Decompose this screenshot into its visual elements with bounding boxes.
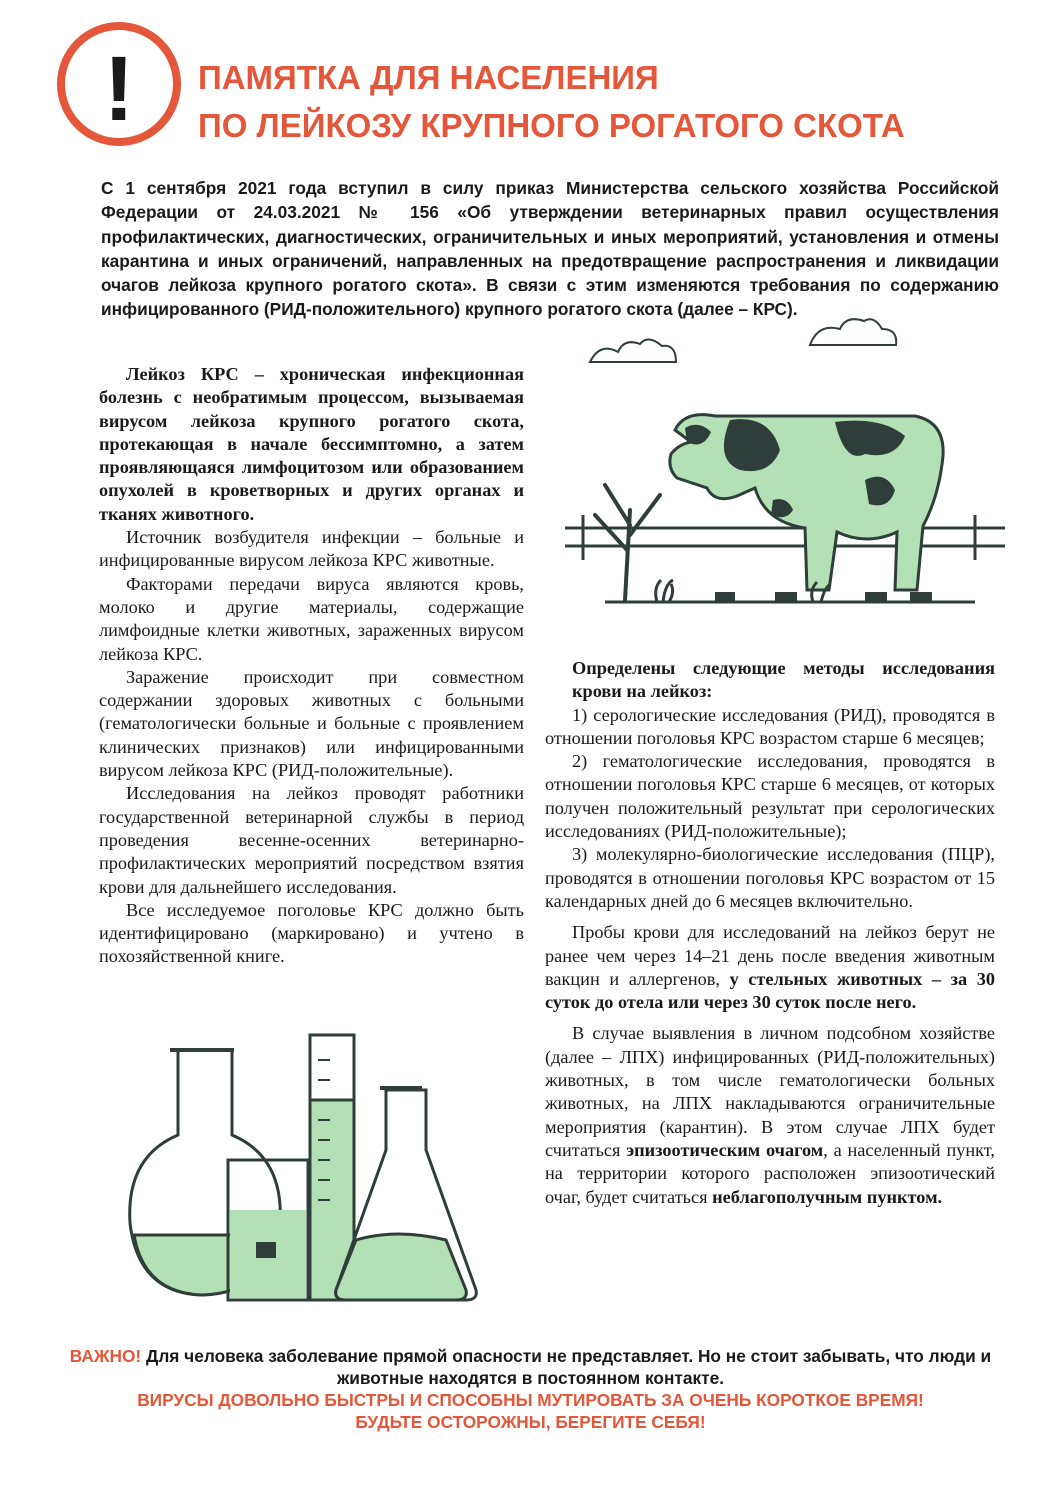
methods-heading [545, 657, 995, 704]
quarantine-bold-a: эпизоотическим очагом [626, 1139, 824, 1160]
method-2: 2) гематологические исследования, проводятся в отношении поголовья КРС старше 6 месяцев, от которых получен положительный результат при серологических исследованиях (РИД-положительные); [545, 751, 995, 842]
quarantine-text-b: , а населенный пункт, на территории которого расположен эпизоотический очаг, будет считаться [545, 1139, 995, 1207]
lab-flasks-illustration [118, 1030, 518, 1305]
quarantine-text-a: В случае выявления в личном подсобном хозяйстве (далее – ЛПХ) инфицированных (РИД-положительных) животных, в том числе гематологически больных животных, на ЛПХ накладываются ограничительные мероприятия (карантин). В этом случае ЛПХ будет считаться [545, 1023, 995, 1160]
title-line-1: ПАМЯТКА ДЛЯ НАСЕЛЕНИЯ [198, 59, 659, 96]
methods-heading-text: Определены следующие методы исследования крови на лейкоз: [572, 658, 995, 702]
method-3: 3) молекулярно-биологические исследования (ПЦР), проводятся в отношении поголовья КРС возрастом от 15 календарных дней до 6 месяцев включительно. [545, 844, 995, 911]
research-paragraph: Исследования на лейкоз проводят работники государственной ветеринарной службы в период проведения весенне-осенних ветеринарно-профилактических мероприятий посредством взятия крови для дальнейшего исследования. [99, 783, 524, 897]
right-column [545, 657, 995, 1209]
page-title [198, 54, 905, 150]
source-paragraph: Источник возбудителя инфекции – больные и инфицированные вирусом лейкоза КРС животные. [99, 527, 524, 571]
definition-text: Лейкоз КРС – хроническая инфекционная болезнь с необратимым процессом, вызываемая вирусом лейкоза крупного рогатого скота, протекающая в начале бессимптомно, а затем проявляющаяся лимфоцитозом или образованием опухолей в кроветворных и других органах и тканях животного. [99, 364, 524, 524]
warning-glyph: ! [103, 38, 135, 140]
quarantine-bold-b: неблагополучным пунктом. [712, 1186, 943, 1207]
title-line-2: ПО ЛЕЙКОЗУ КРУПНОГО РОГАТОГО СКОТА [198, 107, 905, 144]
warning-icon [55, 20, 183, 148]
take-care-warning: БУДЬТЕ ОСТОРОЖНЫ, БЕРЕГИТЕ СЕБЯ! [355, 1412, 706, 1432]
important-line [60, 1345, 1001, 1389]
footer-warning [60, 1345, 1001, 1433]
infection-paragraph: Заражение происходит при совместном содержании здоровых животных с больными (гематологически больные и больные с проявлением клинических признаков) или инфицированными вирусом лейкоза КРС (РИД-положительные). [99, 666, 524, 781]
blood-sampling-paragraph [545, 921, 995, 1014]
transmission-paragraph: Факторами передачи вируса являются кровь, молоко и другие материалы, содержащие лимфоидные клетки животных, зараженных вирусом лейкоза КРС. [99, 573, 524, 664]
blood-sampling-bold: у стельных животных – за 30 суток до отела или через 30 суток после него. [545, 968, 995, 1013]
definition-paragraph [99, 363, 524, 526]
method-1: 1) серологические исследования (РИД), проводятся в отношении поголовья КРС возрастом старше 6 месяцев; [545, 704, 995, 748]
mutation-warning: ВИРУСЫ ДОВОЛЬНО БЫСТРЫ И СПОСОБНЫ МУТИРОВАТЬ ЗА ОЧЕНЬ КОРОТКОЕ ВРЕМЯ! [137, 1390, 924, 1410]
blood-sampling-text: Пробы крови для исследований на лейкоз берут не ранее чем через 14–21 день после введения животным вакцин и аллергенов, [545, 922, 995, 989]
important-text: Для человека заболевание прямой опасности не представляет. Но не стоит забывать, что люди и животные находятся в постоянном контакте. [141, 1346, 992, 1388]
important-label: ВАЖНО! [69, 1346, 142, 1366]
intro-paragraph: С 1 сентября 2021 года вступил в силу приказ Министерства сельского хозяйства Российской Федерации от 24.03.2021 № 156 «Об утверждении ветеринарных правил осуществления профилактических, диагностических, ограничительных и иных мероприятий, установления и отмены карантина и иных ограничений, направленных на предотвращение распространения и ликвидации очагов лейкоза крупного рогатого скота». В связи с этим изменяются требования по содержанию инфицированного (РИД-положительного) крупного рогатого скота (далее – КРС). [101, 178, 999, 320]
identification-paragraph: Все исследуемое поголовье КРС должно быть идентифицировано (маркировано) и учтено в похозяйственной книге. [99, 899, 524, 967]
cow-illustration [565, 310, 1005, 620]
quarantine-paragraph [545, 1022, 995, 1208]
left-column [99, 363, 524, 969]
